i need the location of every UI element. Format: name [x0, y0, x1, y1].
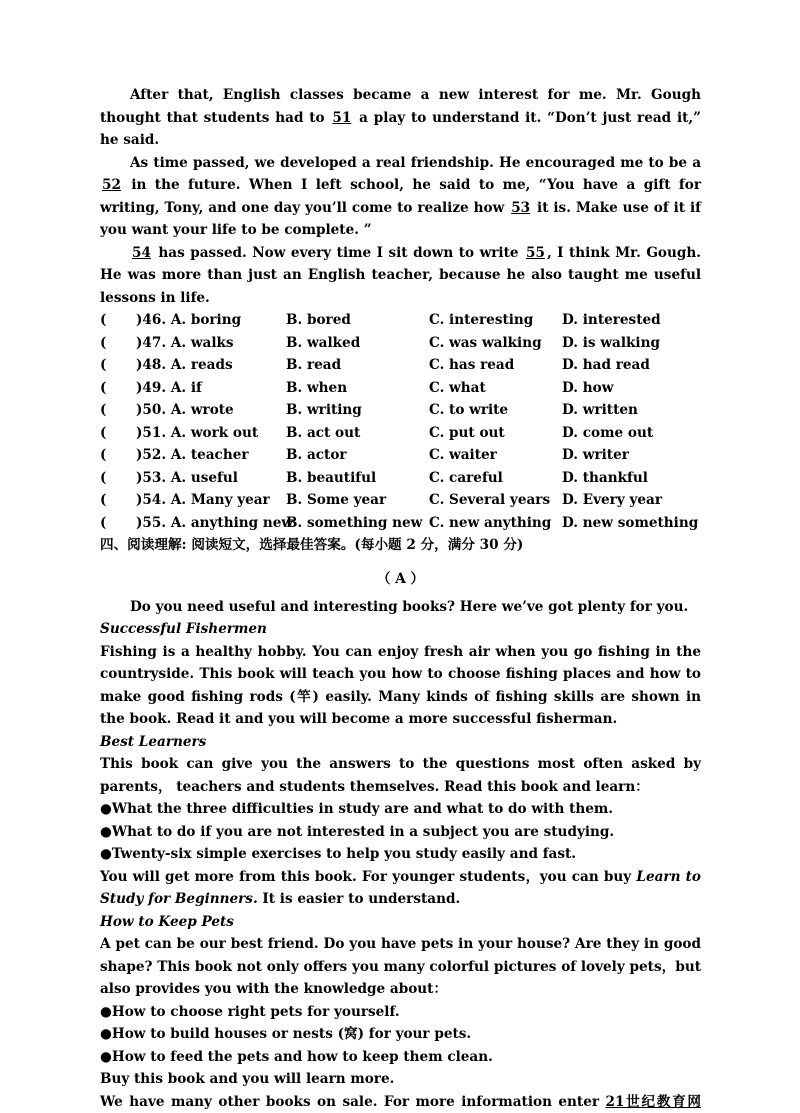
answer-paren[interactable]: (	[100, 489, 136, 512]
book-desc-pets: A pet can be our best friend. Do you have pets in your house? Are they in good shape? This book not only offers you many colorful pictures of lovely pets，but also provides you with the knowledge about：	[100, 933, 701, 1001]
option-b: B. read	[286, 354, 429, 377]
text: in the future. When I left school, he said to me, “You have a gift for writing, Tony, and one day you’ll come to realize how	[100, 177, 701, 216]
bullet-icon: ●	[100, 846, 112, 862]
option-b: B. beautiful	[286, 467, 429, 490]
blank-53: 53	[509, 200, 532, 216]
option-a: )54. A. Many year	[136, 489, 286, 512]
option-a: )49. A. if	[136, 377, 286, 400]
text: We have many other books on sale. For more information enter	[100, 1094, 605, 1110]
question-row	[100, 309, 701, 332]
exam-page	[100, 84, 701, 1113]
blank-54: 54	[130, 245, 153, 261]
option-c: C. careful	[429, 467, 562, 490]
option-b: B. bored	[286, 309, 429, 332]
question-row	[100, 444, 701, 467]
passage-label: （ A ）	[100, 563, 701, 596]
answer-paren[interactable]: (	[100, 332, 136, 355]
book-end-pets: Buy this book and you will learn more.	[100, 1068, 701, 1091]
option-d: D. new something	[562, 512, 701, 535]
answer-paren[interactable]: (	[100, 354, 136, 377]
answer-paren[interactable]: (	[100, 512, 136, 535]
question-row	[100, 512, 701, 535]
list-item	[100, 1001, 701, 1024]
answer-paren[interactable]: (	[100, 444, 136, 467]
blank-51: 51	[330, 110, 353, 126]
bullet-icon: ●	[100, 1004, 112, 1020]
question-row	[100, 422, 701, 445]
text: It is easier to understand.	[258, 891, 461, 907]
book-note-learners	[100, 866, 701, 911]
cloze-paragraph-1	[100, 84, 701, 152]
question-row	[100, 354, 701, 377]
option-d: D. how	[562, 377, 701, 400]
bullet-icon: ●	[100, 1049, 112, 1065]
bullet-text: How to build houses or nests (窝) for your pets.	[112, 1026, 471, 1042]
text: You will get more from this book. For younger students，you can buy	[100, 869, 636, 885]
book-title-learners: Best Learners	[100, 731, 701, 754]
option-d: D. thankful	[562, 467, 701, 490]
option-c: C. Several years	[429, 489, 562, 512]
question-list	[100, 309, 701, 534]
option-b: B. actor	[286, 444, 429, 467]
option-c: C. put out	[429, 422, 562, 445]
cloze-paragraph-3	[100, 242, 701, 310]
bullet-icon: ●	[100, 1026, 112, 1042]
section-heading: 四、阅读理解: 阅读短文，选择最佳答案。(每小题 2 分，满分 30 分)	[100, 534, 701, 557]
text: it is. Make use of it if you want your life to be complete. ”	[100, 200, 701, 239]
list-item	[100, 843, 701, 866]
option-d: D. come out	[562, 422, 701, 445]
website-link[interactable]: 21世纪教育网	[605, 1094, 701, 1110]
option-c: C. was walking	[429, 332, 562, 355]
bullet-text: How to choose right pets for yourself.	[112, 1004, 400, 1020]
bullet-text: What to do if you are not interested in a subject you are studying.	[112, 824, 614, 840]
option-b: B. writing	[286, 399, 429, 422]
option-a: )52. A. teacher	[136, 444, 286, 467]
option-c: C. interesting	[429, 309, 562, 332]
option-b: B. something new	[286, 512, 429, 535]
option-b: B. act out	[286, 422, 429, 445]
text: , I think Mr. Gough. He was more than just an English teacher, because he also taught me useful lessons in life.	[100, 245, 701, 306]
book-desc-learners: This book can give you the answers to the questions most often asked by parents， teachers and students themselves. Read this book and learn：	[100, 753, 701, 798]
option-d: D. Every year	[562, 489, 701, 512]
option-c: C. new anything	[429, 512, 562, 535]
answer-paren[interactable]: (	[100, 422, 136, 445]
option-c: C. has read	[429, 354, 562, 377]
option-c: C. what	[429, 377, 562, 400]
option-d: D. writer	[562, 444, 701, 467]
answer-paren[interactable]: (	[100, 399, 136, 422]
answer-paren[interactable]: (	[100, 467, 136, 490]
option-a: )53. A. useful	[136, 467, 286, 490]
answer-paren[interactable]: (	[100, 377, 136, 400]
option-a: )51. A. work out	[136, 422, 286, 445]
option-d: D. interested	[562, 309, 701, 332]
option-a: )46. A. boring	[136, 309, 286, 332]
book-name: Learn to Study for Beginners.	[100, 869, 701, 908]
text: After that, English classes became a new interest for me. Mr. Gough thought that students had to	[100, 87, 701, 126]
list-item	[100, 798, 701, 821]
text: has passed. Now every time I sit down to write	[153, 245, 524, 261]
bullet-text: What the three difficulties in study are and what to do with them.	[112, 801, 613, 817]
question-row	[100, 399, 701, 422]
option-d: D. is walking	[562, 332, 701, 355]
blank-55: 55	[524, 245, 547, 261]
text: As time passed, we developed a real friendship. He encouraged me to be a	[130, 155, 701, 171]
question-row	[100, 489, 701, 512]
list-item	[100, 1046, 701, 1069]
option-b: B. Some year	[286, 489, 429, 512]
option-a: )50. A. wrote	[136, 399, 286, 422]
book-desc-fishermen: Fishing is a healthy hobby. You can enjoy fresh air when you go fishing in the countryside. This book will teach you how to choose fishing places and how to make good fishing rods (竿) easily. Many kinds of fishing skills are shown in the book. Read it and you will become a more successful fisherman.	[100, 641, 701, 731]
cloze-paragraph-2	[100, 152, 701, 242]
option-a: )55. A. anything new	[136, 512, 286, 535]
question-row	[100, 377, 701, 400]
option-b: B. when	[286, 377, 429, 400]
option-d: D. had read	[562, 354, 701, 377]
bullet-text: Twenty-six simple exercises to help you study easily and fast.	[112, 846, 576, 862]
option-a: )47. A. walks	[136, 332, 286, 355]
question-row	[100, 467, 701, 490]
option-c: C. to write	[429, 399, 562, 422]
question-row	[100, 332, 701, 355]
bullet-icon: ●	[100, 801, 112, 817]
answer-paren[interactable]: (	[100, 309, 136, 332]
list-item	[100, 821, 701, 844]
list-item	[100, 1023, 701, 1046]
book-title-pets: How to Keep Pets	[100, 911, 701, 934]
blank-52: 52	[100, 177, 123, 193]
option-a: )48. A. reads	[136, 354, 286, 377]
book-title-fishermen: Successful Fishermen	[100, 618, 701, 641]
bullet-icon: ●	[100, 824, 112, 840]
reading-intro: Do you need useful and interesting books? Here we’ve got plenty for you.	[100, 596, 701, 619]
bullet-text: How to feed the pets and how to keep them clean.	[112, 1049, 493, 1065]
option-c: C. waiter	[429, 444, 562, 467]
option-b: B. walked	[286, 332, 429, 355]
text: a play to understand it. “Don’t just read it,” he said.	[100, 110, 701, 149]
option-d: D. written	[562, 399, 701, 422]
closing-line	[100, 1091, 701, 1113]
